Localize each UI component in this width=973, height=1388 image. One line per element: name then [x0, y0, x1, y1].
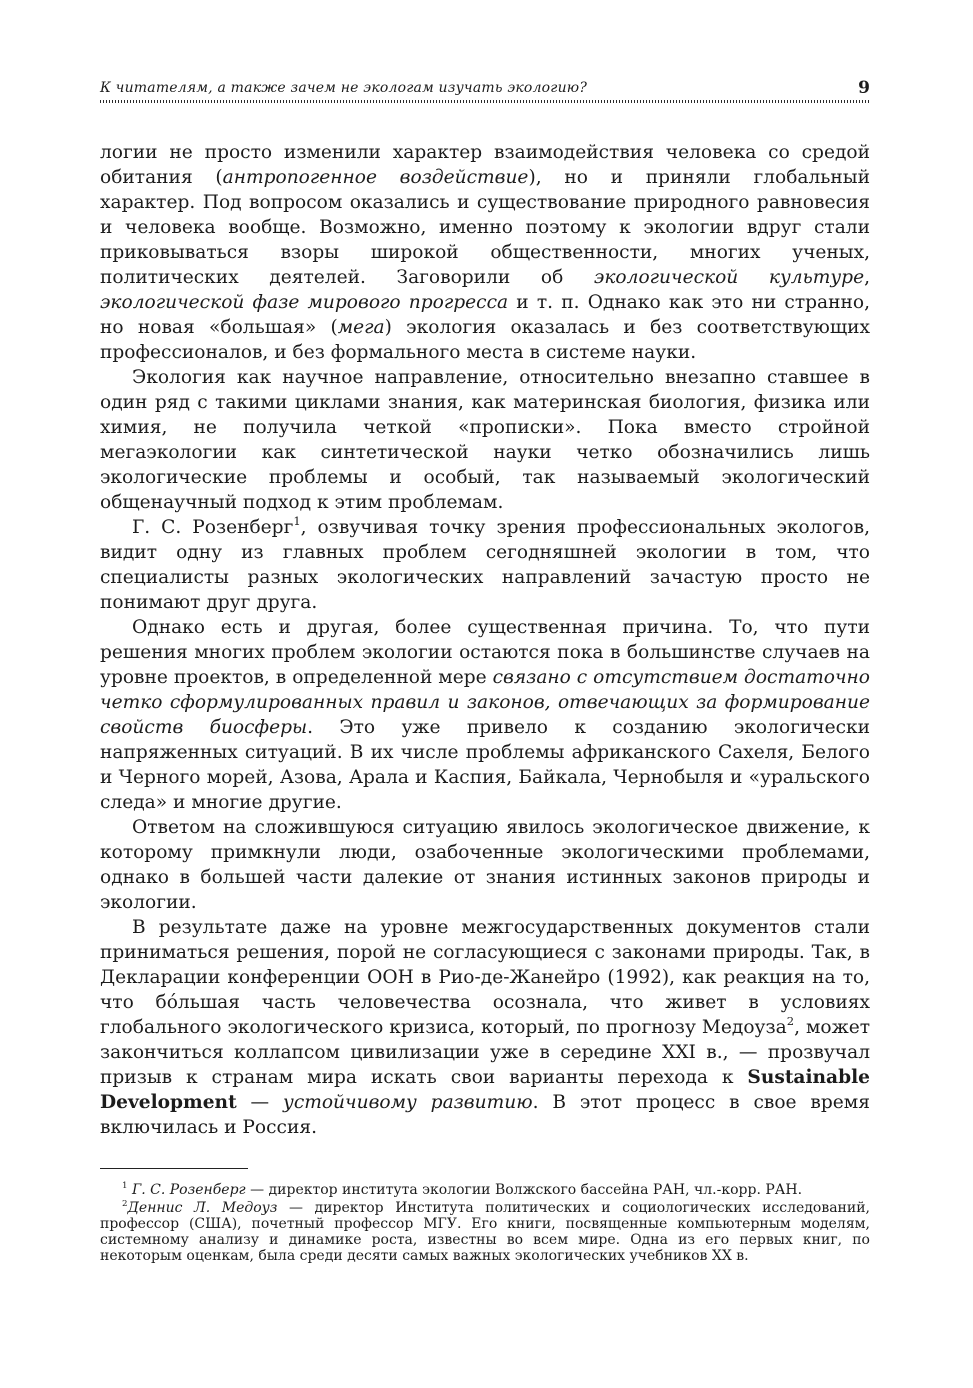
paragraph-2: Экология как научное направление, относительно внезапно ставшее в один ряд с такими циклами знания, как материнская биология, физика или химия, не получила четкой «прописки». Пока вместо стройной мегаэкологии как синтетической науки четко обозначились лишь экологические проблемы и особый, так называемый экологический общенаучный подход к этим проблемам.: [100, 367, 870, 513]
text-run: . В этот процесс в свое время включилась и Россия.: [100, 1092, 870, 1138]
text-run: логии не просто изменили характер взаимодействия человека со средой обитания (: [100, 142, 870, 188]
italic-phrase: связано с отсутствием достаточно четко сформулированных правил и законов, отвечающих за формирование свойств биосферы: [100, 667, 870, 738]
text-run: , озвучивая точку зрения профессиональных экологов, видит одну из главных проблем сегодняшней экологии в том, что специалисты разных экологических направлений зачастую просто не понимают друг друга.: [100, 517, 870, 613]
text-run: —: [236, 1092, 284, 1113]
footnote-text: — директор института экологии Волжского бассейна РАН, чл.-корр. РАН.: [245, 1182, 803, 1198]
running-header: [100, 80, 870, 104]
running-title: К читателям, а также зачем не экологам изучать экологию?: [100, 80, 588, 96]
footnote-1: [100, 1182, 870, 1198]
text-run: ,: [864, 267, 870, 288]
text-run: , может закончиться коллапсом цивилизации уже в середине XXI в., — прозвучал призыв к странам мира искать свои варианты перехода к: [100, 1017, 871, 1088]
text-run: ), но и приняли глобальный характер. Под вопросом оказались и существование природного равновесия и человека вообще. Возможно, именно поэтому к экологии вдруг стали приковываться взоры широкой общественности, многих ученых, политических деятелей. Заговорили об: [100, 167, 870, 288]
italic-term: устойчивому развитию: [283, 1092, 533, 1113]
text-run: и т. п. Однако как это ни странно, но новая «большая» (: [100, 292, 871, 338]
footnote-mark: 1: [122, 1180, 128, 1191]
paragraph-1: [100, 140, 870, 365]
bold-term: Sustainable Development: [100, 1067, 870, 1113]
footnote-text: — директор Института политических и социологических исследований, профессор (США), почетный профессор МГУ. Его книги, посвященные компьютерным моделям, системному анализу и динамике роста, известны во всем мире. Одна из его первых книг, по некоторым оценкам, была среди десяти самых важных экологических учебников XX в.: [100, 1200, 870, 1264]
text-run: Однако есть и другая, более существенная причина. То, что пути решения многих проблем экологии остаются пока в большинстве случаев на уровне проектов, в определенной мере: [100, 617, 870, 688]
italic-term: мега: [337, 317, 385, 338]
footnote-name: Г. С. Розенберг: [131, 1182, 246, 1198]
footnote-name: Деннис Л. Медоуз: [127, 1200, 278, 1216]
footnote-ref-1[interactable]: 1: [293, 514, 301, 529]
text-run: В результате даже на уровне межгосударственных документов стали приниматься решения, порой не согласующиеся с законами природы. Так, в Декларации конференции ООН в Рио-де-Жанейро (1992), как реакция на то, что бóльшая часть человечества осознала, что живет в условиях глобального экологического кризиса, который, по прогнозу Медоуза: [100, 917, 870, 1038]
page-number: 9: [858, 78, 870, 98]
footnote-ref-2[interactable]: 2: [786, 1014, 795, 1029]
paragraph-5: Ответом на сложившуюся ситуацию явилось экологическое движение, к которому примкнули люди, озабоченные экологическими проблемами, однако в большей части далекие от знания истинных законов природы и экологии.: [100, 817, 870, 913]
text-run: ) экология оказалась и без соответствующих профессионалов, и без формального места в системе науки.: [100, 317, 870, 363]
text-run: . Это уже привело к созданию экологически напряженных ситуаций. В их числе проблемы африканского Сахеля, Белого и Черного морей, Азова, Арала и Каспия, Байкала, Чернобыля и «уральского следа» и многие другие.: [100, 717, 870, 813]
text-run: Г. С. Розенберг: [132, 517, 294, 538]
paragraph-6: [100, 915, 870, 1140]
paragraph-4: [100, 615, 870, 815]
italic-term: экологической фазе мирового прогресса: [100, 292, 509, 313]
footnotes: [100, 1182, 870, 1266]
footnote-2: [100, 1200, 870, 1264]
italic-term: антропогенное воздействие: [222, 167, 529, 188]
footnote-rule: [100, 1168, 248, 1169]
main-text: [100, 140, 870, 1140]
italic-term: экологической культуре: [593, 267, 865, 288]
paragraph-3: [100, 515, 870, 615]
footnote-mark: 2: [122, 1198, 128, 1209]
header-rule: [100, 100, 870, 103]
